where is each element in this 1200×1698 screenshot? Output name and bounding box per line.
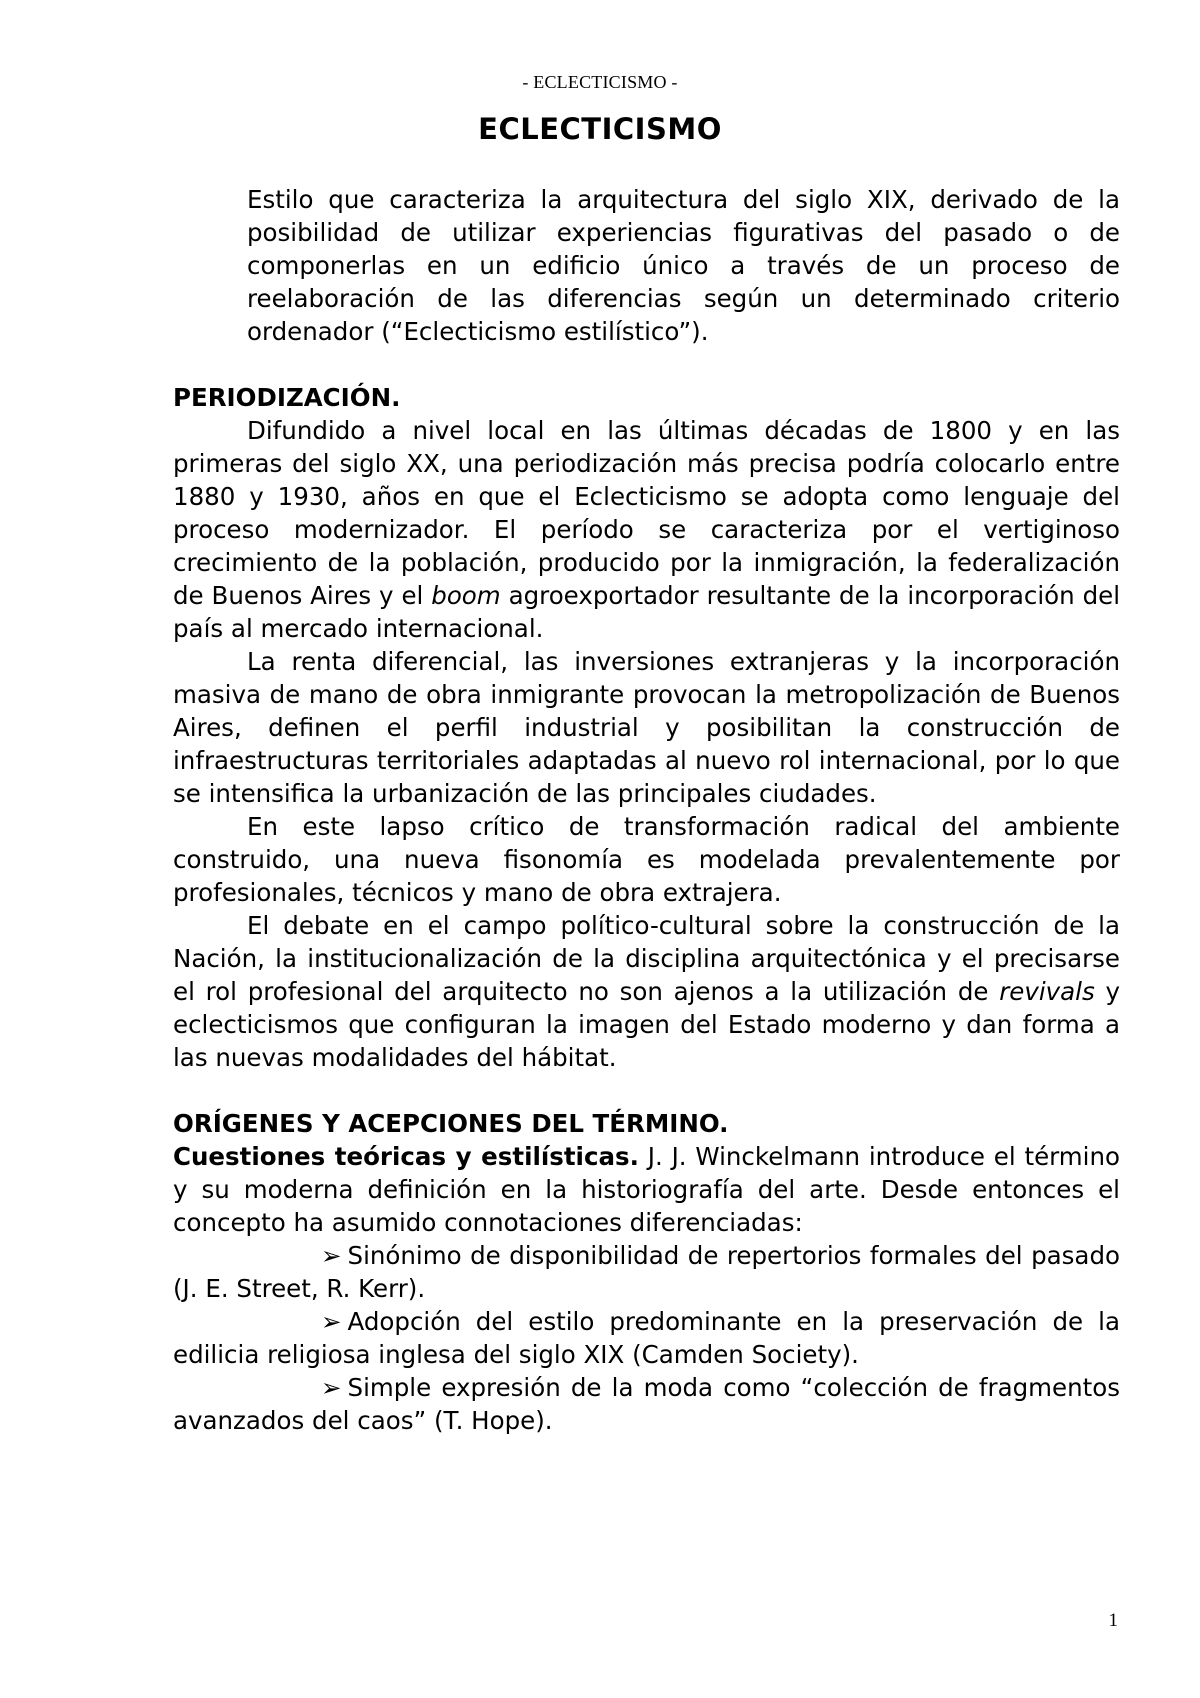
list-item: ➢ Adopción del estilo predominante en la preservación de la edilicia religiosa inglesa del siglo XIX (Camden Society).: [173, 1307, 1120, 1369]
body-paragraph: La renta diferencial, las inversiones extranjeras y la incorporación masiva de mano de obra inmigrante provocan la metropolización de Buenos Aires, definen el perfil industrial y posibilitan la construcción de infraestructuras territoriales adaptadas al nuevo rol internacional, por lo que se intensifica la urbanización de las principales ciudades.: [173, 647, 1120, 808]
arrow-bullet-icon: ➢: [321, 1241, 342, 1270]
document-title: ECLECTICISMO: [478, 112, 722, 146]
emphasis-text: revivals: [999, 977, 1095, 1006]
body-paragraph: Cuestiones teóricas y estilísticas. J. J. Winckelmann introduce el término y su moderna definición en la historiografía del arte. Desde entonces el concepto ha asumido connotaciones diferenciadas:: [173, 1142, 1120, 1237]
page-number: 1: [1108, 1610, 1118, 1631]
section-heading-periodizacion: PERIODIZACIÓN.: [173, 383, 401, 412]
body-paragraph: Difundido a nivel local en las últimas décadas de 1800 y en las primeras del siglo XX, una periodización más precisa podría colocarlo entre 1880 y 1930, años en que el Eclecticismo se adopta como lenguaje del proceso modernizador. El período se caracteriza por el vertiginoso crecimiento de la población, producido por la inmigración, la federalización de Buenos Aires y el boom agroexportador resultante de la incorporación del país al mercado internacional.: [173, 416, 1120, 643]
subheading: Cuestiones teóricas y estilísticas.: [173, 1142, 639, 1171]
document-body: [173, 183, 1120, 1437]
list-item: ➢ Sinónimo de disponibilidad de repertorios formales del pasado (J. E. Street, R. Kerr).: [173, 1241, 1120, 1303]
body-paragraph: En este lapso crítico de transformación radical del ambiente construido, una nueva fisonomía es modelada prevalentemente por profesionales, técnicos y mano de obra extrajera.: [173, 812, 1120, 907]
body-paragraph: El debate en el campo político-cultural sobre la construcción de la Nación, la institucionalización de la disciplina arquitectónica y el precisarse el rol profesional del arquitecto no son ajenos a la utilización de revivals y eclecticismos que configuran la imagen del Estado moderno y dan forma a las nuevas modalidades del hábitat.: [173, 911, 1120, 1072]
list-item: ➢ Simple expresión de la moda como “colección de fragmentos avanzados del caos” (T. Hope).: [173, 1373, 1120, 1435]
arrow-bullet-icon: ➢: [321, 1373, 342, 1402]
intro-paragraph: Estilo que caracteriza la arquitectura del siglo XIX, derivado de la posibilidad de utilizar experiencias figurativas del pasado o de componerlas en un edificio único a través de un proceso de reelaboración de las diferencias según un determinado criterio ordenador (“Eclecticismo estilístico”).: [247, 185, 1120, 346]
arrow-bullet-icon: ➢: [321, 1307, 342, 1336]
section-heading-origenes: ORÍGENES Y ACEPCIONES DEL TÉRMINO.: [173, 1109, 729, 1138]
emphasis-text: boom: [431, 581, 501, 610]
running-header: - ECLECTICISMO -: [522, 72, 678, 92]
